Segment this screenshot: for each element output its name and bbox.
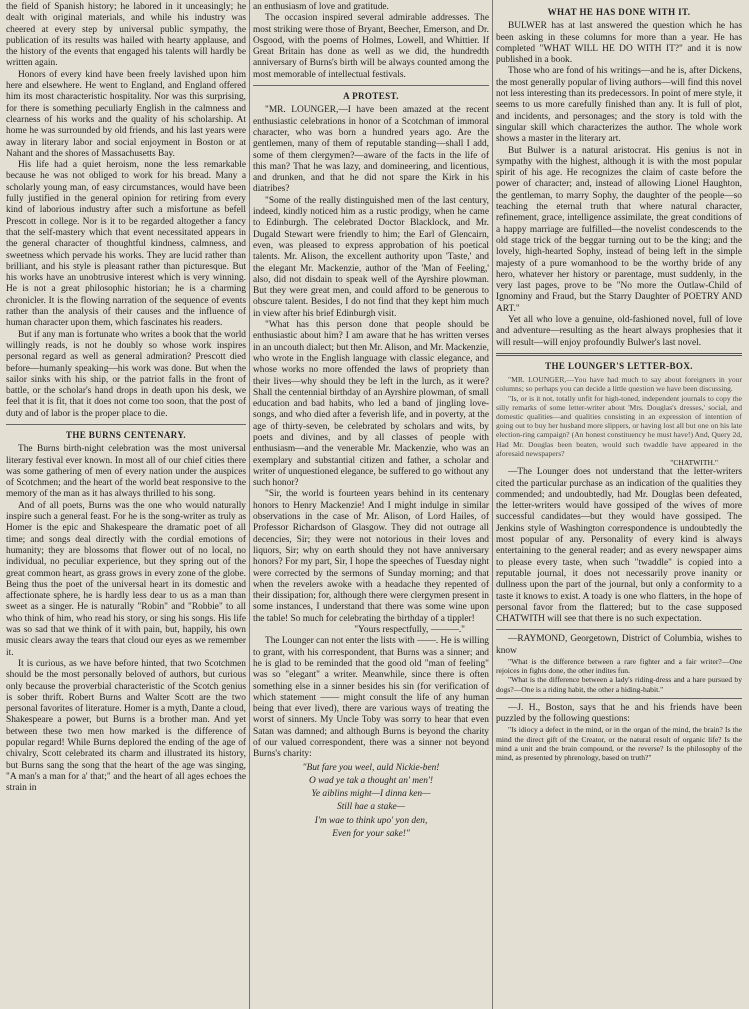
section-heading-what-he-has-done: WHAT HE HAS DONE WITH IT. [547, 7, 691, 17]
column-rule [492, 0, 493, 1009]
verse-line: I'm wae to think upo' yon den, [314, 815, 428, 826]
letter-paragraph: "Sir, the world is fourteen years behind in its centenary honors to Henry Mackenzie! And I might indulge in similar observations in the case of Mr. Alison, of Lord Hailes, of Professor Richardson of Glasgow. They did not outrage all decencies, Sir; they were not notorious in their loves and liquors, Sir; why on earth should they not have anniversary honors? For my part, Sir, I hope the speeches of Tuesday night were corrected by the sermons of Sunday morning; and that when the revelers awoke with a headache they repented of their dissipation; for, although there were clergymen present in some instances, I understand that there was some wine upon the table! So much for celebrating the birthday of a tippler! [253, 489, 489, 624]
verse-line: O wad ye tak a thought an' men'! [308, 775, 434, 786]
question-paragraph: "Is idiocy a defect in the mind, or in the organ of the mind, the brain? Is the mind the direct gift of the Creator, or the natural result of organic life? Is the mind a unit and the brain compound, or the reverse? Is the philosophy of the mind, as presented by phrenology, based on truth?" [496, 725, 742, 762]
body-paragraph: Honors of every kind have been freely lavished upon him here and elsewhere. He went to England, and England offered him its most characteristic hospitality. Nor was this surprising, for there is something peculiarly English in the calmness and clearness of his works and the quality of his scholarship. At home he was surrounded by old friends, and his last years were away in literary labor and social enjoyment in Boston or at Nahant and the shores of Massachusetts Bay. [6, 69, 246, 159]
column-rule [249, 0, 250, 1009]
body-paragraph: Those who are fond of his writings—and he is, after Dickens, the most generally popular of living authors—will find this novel not less interesting than its predecessors. In point of mere style, it seems to us more carefully finished than any. It is full of plot, and incidents, and personages; and the story is told with the singular skill which characterizes the author. The whole work shows a master in the literary art. [496, 66, 742, 145]
column-2 [253, 2, 489, 1005]
section-heading-burns-centenary: THE BURNS CENTENARY. [65, 429, 187, 440]
section-heading-letter-box: THE LOUNGER'S LETTER-BOX. [545, 360, 693, 371]
body-paragraph: Yet all who love a genuine, old-fashioned novel, full of love and adventure—resulting as the heart always prophesies that it will result—will enjoy profoundly Bulwer's last novel. [496, 315, 742, 348]
question-paragraph: "What is the difference between a rare fighter and a fair writer?—One rejoices in fights done, the other indites fun. [496, 656, 742, 676]
divider [6, 424, 246, 425]
body-paragraph: His life had a quiet heroism, none the less remarkable because he was not obliged to work for his bread. Many a scholarly young man, of easy circumstances, would have been fully justified in the general opinion for retiring from every kind of laborious industry after such a misfortune as befell Prescott in college. Nor is it to be regarded altogether a fancy that the self-mastery which that event necessitated appears in the general character of thoughtful kindness, calmness, and sweetness which pervade his works. They are lucid rather than brilliant, and his style is pleasant rather than picturesque. But his works have an unobtrusive interest which is very winning. He is not a great philosophic historian; he is a charming chronicler. It is the flowing narration of the sequence of events rather than the analysis of their causes and the influence of human character upon them, which fascinates his readers. [6, 160, 246, 329]
letter-paragraph: "MR. LOUNGER,—I have been amazed at the recent enthusiastic celebrations in honor of a Scotchman of immoral character, who was born a hundred years ago. Are the gentlemen, many of them of reputable standing—shall I add, some of them clergymen?—aware of the facts in the life of this man? That he was lazy, and domineering, and licentious, and drunken, and that he did not spare the Kirk in his diatribes? [253, 105, 489, 195]
body-paragraph: BULWER has at last answered the question which he has been asking in these columns for more than a year. He has completed "WHAT WILL HE DO WITH IT?" and it is now published in a book. [496, 21, 742, 66]
section-heading-a-protest: A PROTEST. [343, 91, 399, 102]
letter-signature: "CHATWITH." [670, 458, 718, 468]
column-1 [6, 2, 246, 1005]
body-paragraph: The Burns birth-night celebration was the most universal literary festival ever known. In most all of our chief cities there was some gathering of men of every nation under the auspices of Scotchmen; and the heart of the world beat responsive to the memory of the man as it has always thrilled to his song. [6, 444, 246, 500]
divider [496, 353, 742, 356]
body-paragraph: the field of Spanish history; he labored in it unceasingly; he dealt with original materials, and while his industry was cheered at every step by universal public sympathy, the publication of its results was hailed with hearty applause, and the history of the events that engaged his talents will hardly be written again. [6, 2, 246, 69]
letter-paragraph: "Is, or is it not, totally unfit for high-toned, independent journals to copy the silly remarks of some letter-writer about 'Mrs. Douglas's dresses,' social, and domestic qualities—and qualities consisting in an expression of intention of going out to buy her husband more slippers, or having lost all but one on his late election-ring campaign? (An honest constituency he must have!) And, Query 2d, Had Mr. Douglas been beaten, would such twaddle have appeared in the aforesaid newspapers? [496, 393, 742, 458]
verse-line: Still hae a stake— [337, 802, 405, 813]
column-3 [496, 2, 742, 1005]
verse-line: "But fare you weel, auld Nickie-ben! [302, 762, 440, 773]
question-paragraph: "What is the difference between a lady's riding-dress and a hare pursued by dogs?—One is a riding habit, the other a hiding-habit." [496, 675, 742, 694]
body-paragraph: —RAYMOND, Georgetown, District of Columbia, wishes to know [496, 634, 742, 656]
letter-paragraph: "MR. LOUNGER,—You have had much to say about foreigners in your columns; so perhaps you can decide a little question we have been discussing. [496, 375, 742, 394]
body-paragraph: It is curious, as we have before hinted, that two Scotchmen should be the most personally beloved of authors, but curious only because the proverbial characteristic of the Scotch genius is sober thrift. Robert Burns and Walter Scott are the two personal favorites of literature. Homer is a myth, Dante a cloud, Shakespeare a power, but Burns is a brother man. And yet between these two men how marked is the difference of popular regard! While Burns deplored the ending of the age of chivalry, Scott celebrated its charm and illustrated its history, but Burns sang the song that the heart of the age was singing, "A man's a man for a' that;" and the heart of all ages echoes the strain in [6, 658, 246, 794]
body-paragraph: But if any man is fortunate who writes a book that the world willingly reads, is not he doubly so whose work inspires personal regard as well as general admiration? Prescott died before—humanly speaking—his work was done. But when the sailor sinks with his ship, or the patriot falls in the front of battle, or the scholar's hand drops in death upon his desk, we feel that it is fit, that it does not come too soon, that the post of duty and of labor is the proper place to die. [6, 329, 246, 419]
letter-signature: "Yours respectfully, ———." [354, 625, 465, 636]
body-paragraph: —J. H., Boston, says that he and his friends have been puzzled by the following questions: [496, 702, 742, 725]
letter-paragraph: "What has this person done that people should be enthusiastic about him? I am aware that he has written verses in an uncouth dialect; but then Mr. Alison, and Mr. Mackenzie, who wrote in the English language with classic elegance, and whose works no more offended the laws of propriety than their lives—why should they be left in the lurch, as it were? Shall the centennial birthday of an Ayrshire plowman, of small education and bad habits, who led a band of jingling love-songs, and who died after a feverish life, and in poverty, at the age of thirty-seven, be celebrated by scholars and wits, by poets and divines, and by all classes of people with enthusiasm—and the venerable Mr. Mackenzie, who was an exemplary and substantial citizen and father, a scholar and writer of unquestioned elegance, be suffered to go without any such honor? [253, 320, 489, 489]
body-paragraph: an enthusiasm of love and gratitude. [253, 2, 389, 12]
divider [496, 629, 742, 630]
body-paragraph: The Lounger can not enter the lists with ——. He is willing to grant, with his correspondent, that Burns was a sinner; and he is glad to be reminded that the good old "man of feeling" was so "elegant" a writer. Meanwhile, since there is often something else in a sinner besides his sin (for verification of which statement —— might consult the life of any human being that ever lived), there are various ways of treating the worst of sinners. My Uncle Toby was sorry to hear that even Satan was damned; and although Burns is beyond the charity of our valued correspondent, there was a sinner not beyond Burns's charity: [253, 636, 489, 760]
divider [496, 698, 742, 699]
body-paragraph: And of all poets, Burns was the one who would naturally inspire such a general feast. For he is the song-writer as truly as Homer is the epic and Shakespeare the dramatic poet of all time; and songs deal directly with the cordial emotions of humanity; they are blossoms that flower out of no local, no individual, no peculiar experience, but they spring out of the great common heart, as grass grows in every zone of the globe. Being thus the poet of the universal heart in its domestic and affectionate sphere, he is hardly less dear to us as a man than sweet as a singer. He is naturally "Robin" and "Robbie" to all who think of him, who read his story, or sing his songs. His life was so sad that we think of it with pain, but, happily, his own music clears away the tears that cloud our eyes as we remember it. [6, 500, 246, 658]
verse-line: Even for your sake!" [332, 829, 410, 840]
divider [253, 85, 489, 86]
letter-paragraph: "Some of the really distinguished men of the last century, indeed, kindly noticed him as a rustic prodigy, when he came to Edinburgh. The celebrated Doctor Blacklock, and Mr. Dugald Stewart were friendly to him; the Earl of Glencairn, even, was pleased to express approbation of his poetical talents. Mr. Alison, the excellent authority upon 'Taste,' and the elegant Mr. Mackenzie, author of the 'Man of Feeling,' also, did not disdain to speak well of the Ayrshire plowman. But they were great men, and could afford to be generous to obscure talent. Besides, I do not find that they kept him much in view after his brief Edinburgh visit. [253, 195, 489, 319]
body-paragraph: But Bulwer is a natural aristocrat. His genius is not in sympathy with the highest, although it is with the most popular spirit of his age. He recognizes the claim of caste before the power of character; and, instead of allowing Lionel Haughton, the gentleman, to marry Sophy, the daughter of the people—so teaching the eternal truth that where natural character, refinement, grace, intelligence assimilate, the great conditions of a happy marriage are fulfilled—the novelist condescends to the old stage trick of the beggar turning out to be the king; and the lovely, high-hearted Sophy, instead of being left in the simple majesty of a pure womanhood to be the worthy bride of any hero, whatever her history or parentage, must suddenly, in the very last pages, prove to be "No more the Outlaw-Child of Ignominy and Fraud, but the Starry Daughter of POETRY AND ART." [496, 145, 742, 314]
verse-line: Ye aiblins might—I dinna ken— [311, 789, 431, 800]
body-paragraph: —The Lounger does not understand that the letter-writers cited the particular purchase as an indication of the qualities they commended; and undoubtedly, had Mr. Douglas been defeated, the letter-writers would have gossiped of the wives of more successful candidates—but they would have gossiped. The Jenkins style of Washington correspondence is undoubtedly the most popular of any. Personality of every kind is always entertaining to the general reader; and as every newspaper aims to please every taste, when such "twaddle" is copied into a reputable journal, it does not necessarily prove inanity or dullness upon the part of the journal, but only a conformity to a taste it knows to exist. A toady is one who flatters, in the hope of personal favor from the flattered; but to the case supposed CHATWITH will see that there is no such expectation. [496, 467, 742, 625]
body-paragraph: The occasion inspired several admirable addresses. The most striking were those of Bryant, Beecher, Emerson, and Dr. Osgood, with the poems of Holmes, Lowell, and Whittier. If Great Britain has done as well as we did, the hundredth anniversary of Burns's birth will be always counted among the most memorable of intellectual festivals. [253, 13, 489, 80]
